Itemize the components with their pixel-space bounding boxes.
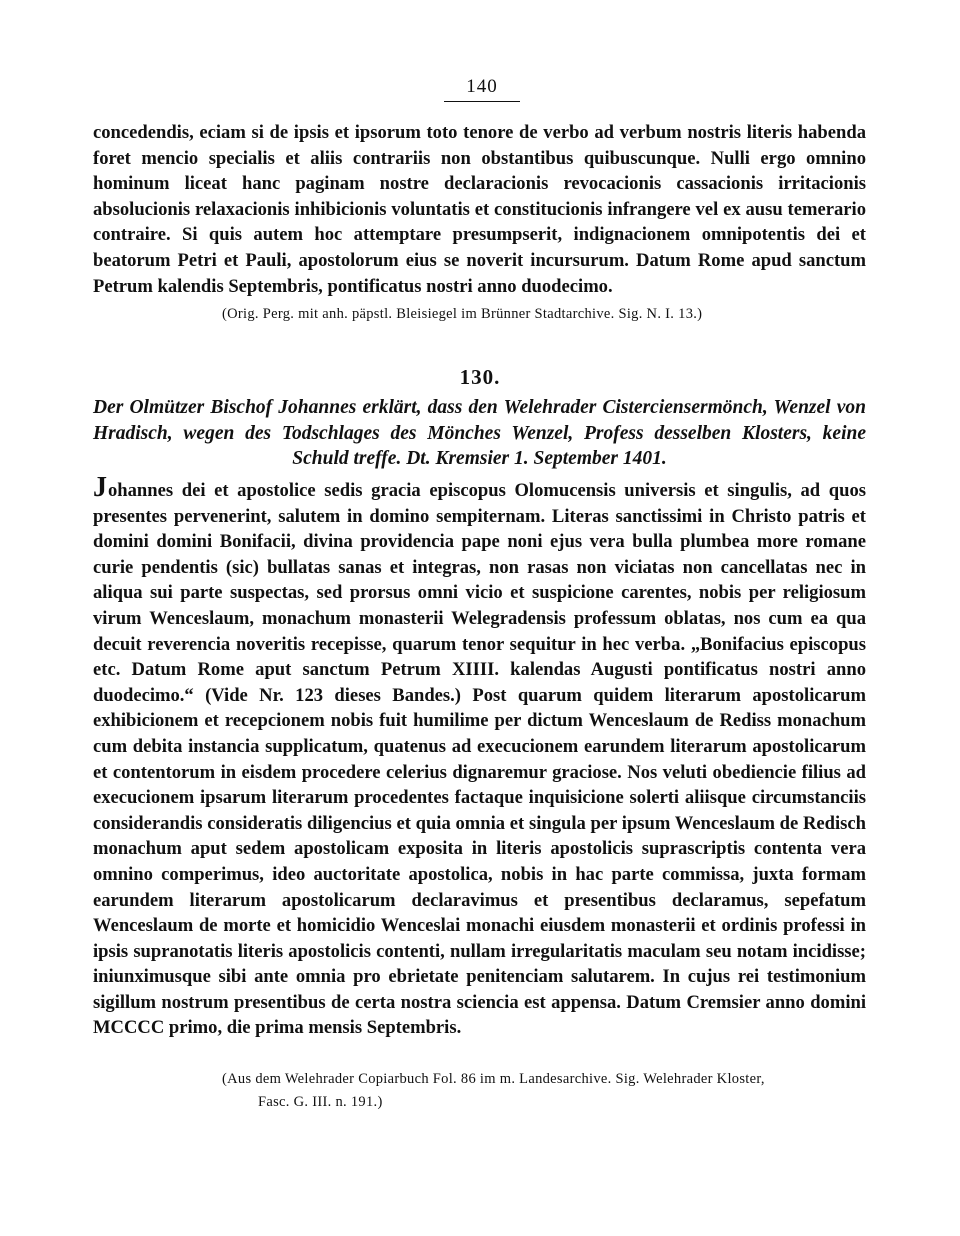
source-note: (Orig. Perg. mit anh. päpstl. Bleisiegel im Brünner Stadtarchive. Sig. N. I. 13.) [222, 306, 703, 322]
page-number: 140 [466, 76, 498, 97]
document-number: 130. [459, 365, 501, 389]
archive-note-line-2: Fasc. G. III. n. 191.) [258, 1094, 383, 1110]
drop-initial: J [93, 472, 108, 503]
continuation-paragraph: concedendis, eciam si de ipsis et ipsorum toto tenore de verbo ad verbum nostris literis habenda foret mencio specialis et aliis contrariis non obstantibus quibuscunque. Nulli ergo omnino hominum liceat hanc paginam nostre declaracionis revocacionis cassacionis irritacionis absolucionis relaxacionis inhibicionis voluntatis et constitucionis infrangere vel ex ausu temerario contraire. Si quis autem hoc attemptare presumpserit, indignacionem omnipotentis dei et beatorum Petri et Pauli, apostolorum eius se noverit incursurum. Datum Rome apud sanctum Petrum kalendis Septembris, pontificatus nostri anno duodecimo. [93, 122, 866, 297]
document-summary: Der Olmützer Bischof Johannes erklärt, dass den Welehrader Cisterciensermönch, Wenzel von Hradisch, wegen des Todschlages des Mönches Wenzel, Profess desselben Klosters, keine Schuld treffe. Dt. Kremsier 1. September 1401. [93, 397, 866, 469]
document-body [93, 472, 866, 1041]
page-number-rule [444, 101, 520, 102]
document-body-text: ohannes dei et apostolice sedis gracia episcopus Olomucensis universis et singulis, ad quos presentes pervenerint, salutem in domino sempiternam. Literas sanctissimi in Christo patris et domini domini Bonifacii, divina providencia pape noni ejus vera bulla plumbea more romane curie pendentis (sic) bullatas sanas et integras, non rasas non viciatas non cancellatas nec in aliqua sui parte suspectas, sed prorsus omni vicio et suspicione carentes, nobis per religiosum virum Wenceslaum, monachum monasterii Welegradensis professum oblatas, nos cum ea qua decuit reverencia noveritis recepisse, quarum tenor sequitur in hec verba. „Bonifacius episcopus etc. Datum Rome aput sanctum Petrum XIIII. kalendas Augusti pontificatus nostri anno duodecimo.“ (Vide Nr. 123 dieses Bandes.) Post quarum quidem literarum apostolicarum exhibicionem et recepcionem nobis fuit humilime per dictum Wenceslaum de Rediss monachum cum debita instancia supplicatum, quatenus ad execucionem earundem literarum apostolicarum et contentorum in eisdem procedere celerius dignaremur graciose. Nos veluti obediencie filius ad execucionem ipsarum literarum procedentes factaque inquisicione solerti aliisque circumstanciis considerandis consideratis diligencius et quia omnia et singula per ipsum Wenceslaum de Redisch monachum aput sedem apostolicam exposita in literis apostolicis suprascriptis contenta vera omnino comperimus, ideo auctoritate apostolica, nobis in hac parte commissa, juxta formam earundem literarum apostolicarum declaravimus et presentibus declaramus, sepefatum Wenceslaum de morte et homicidio Wenceslai monachi eiusdem monasterii et ordinis professi in ipsis supranotatis literis apostolicis contenti, nullam irregularitatis maculam seu notam incidisse; iniunximusque sibi ante omnia pro ebrietate penitenciam salutarem. In cujus rei testimonium sigillum nostrum presentibus de certa nostra sciencia est appensa. Datum Cremsier anno domini MCCCC primo, die prima mensis Septembris. [93, 480, 866, 1039]
archive-note-line-1: (Aus dem Welehrader Copiarbuch Fol. 86 im m. Landesarchive. Sig. Welehrader Kloster, [222, 1071, 765, 1087]
